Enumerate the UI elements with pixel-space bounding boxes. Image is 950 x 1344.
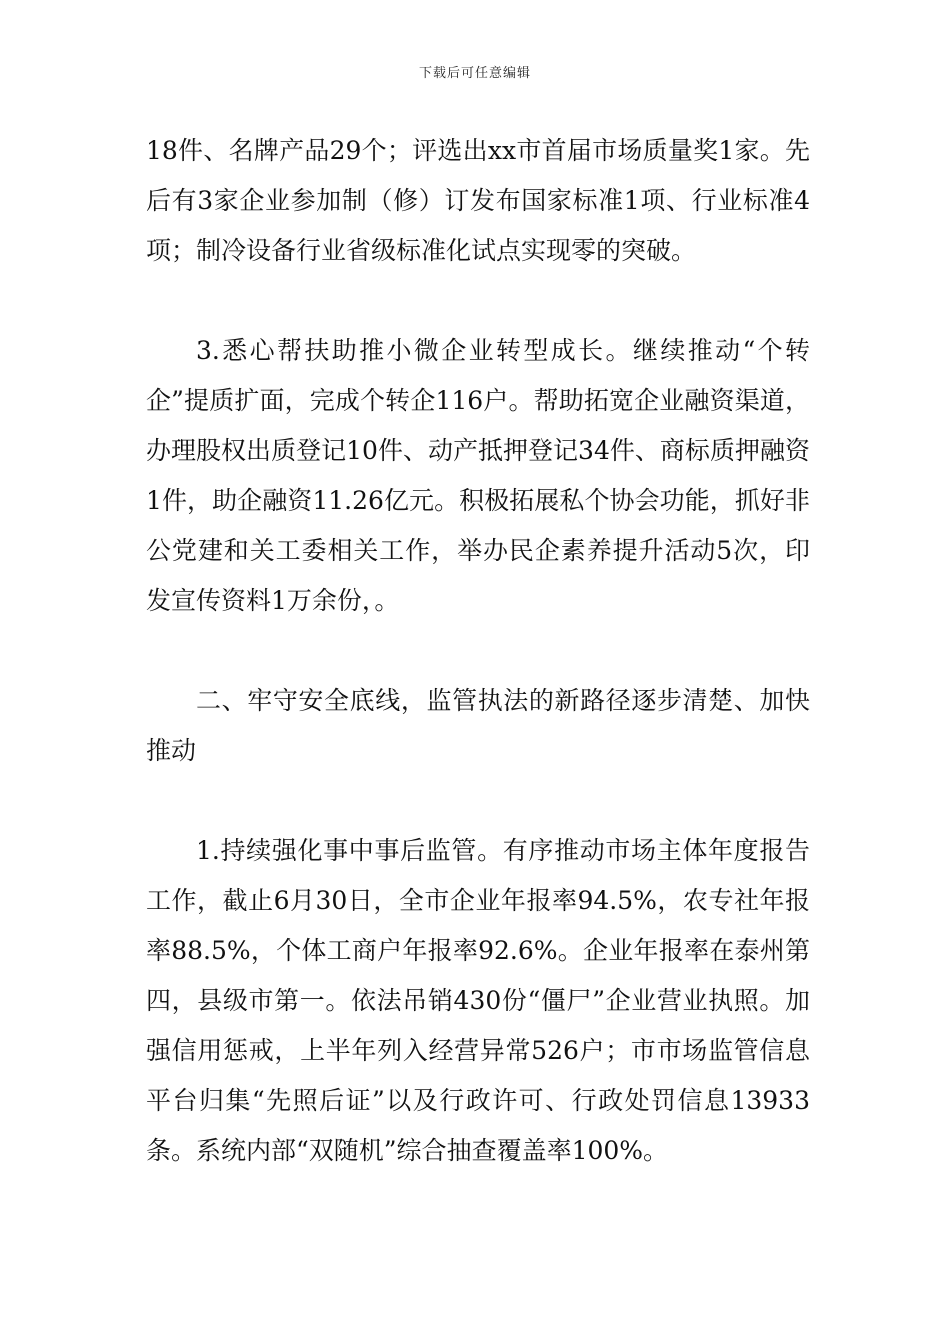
- page-header-note: 下载后可任意编辑: [418, 66, 531, 81]
- paragraph-gap: [146, 626, 810, 676]
- paragraph-small-enterprise-support: 3.悉心帮扶助推小微企业转型成长。继续推动“个转企”提质扩面，完成个转企116户。帮助拓宽企业融资渠道，办理股权出质登记10件、动产抵押登记34件、商标质押融资1件，助企融资11.26亿元。积极拓展私个协会功能，抓好非公党建和关工委相关工作，举办民企素养提升活动5次，印发宣传资料1万余份，。: [146, 336, 810, 615]
- paragraph-gap: [146, 276, 810, 326]
- paragraph-continuation: 18件、名牌产品29个；评选出xx市首届市场质量奖1家。先后有3家企业参加制（修）订发布国家标准1项、行业标准4项；制冷设备行业省级标准化试点实现零的突破。: [146, 136, 810, 265]
- section-heading-safety-bottom-line: 二、牢守安全底线，监管执法的新路径逐步清楚、加快推动: [146, 686, 810, 765]
- document-body: [146, 126, 810, 1176]
- paragraph-gap: [146, 776, 810, 826]
- paragraph-ongoing-supervision: 1.持续强化事中事后监管。有序推动市场主体年度报告工作，截止6月30日，全市企业年报率94.5%，农专社年报率88.5%，个体工商户年报率92.6%。企业年报率在泰州第四，县级市第一。依法吊销430份“僵尸”企业营业执照。加强信用惩戒，上半年列入经营异常526户；市市场监管信息平台归集“先照后证”以及行政许可、行政处罚信息13933条。系统内部“双随机”综合抽查覆盖率100%。: [146, 836, 810, 1165]
